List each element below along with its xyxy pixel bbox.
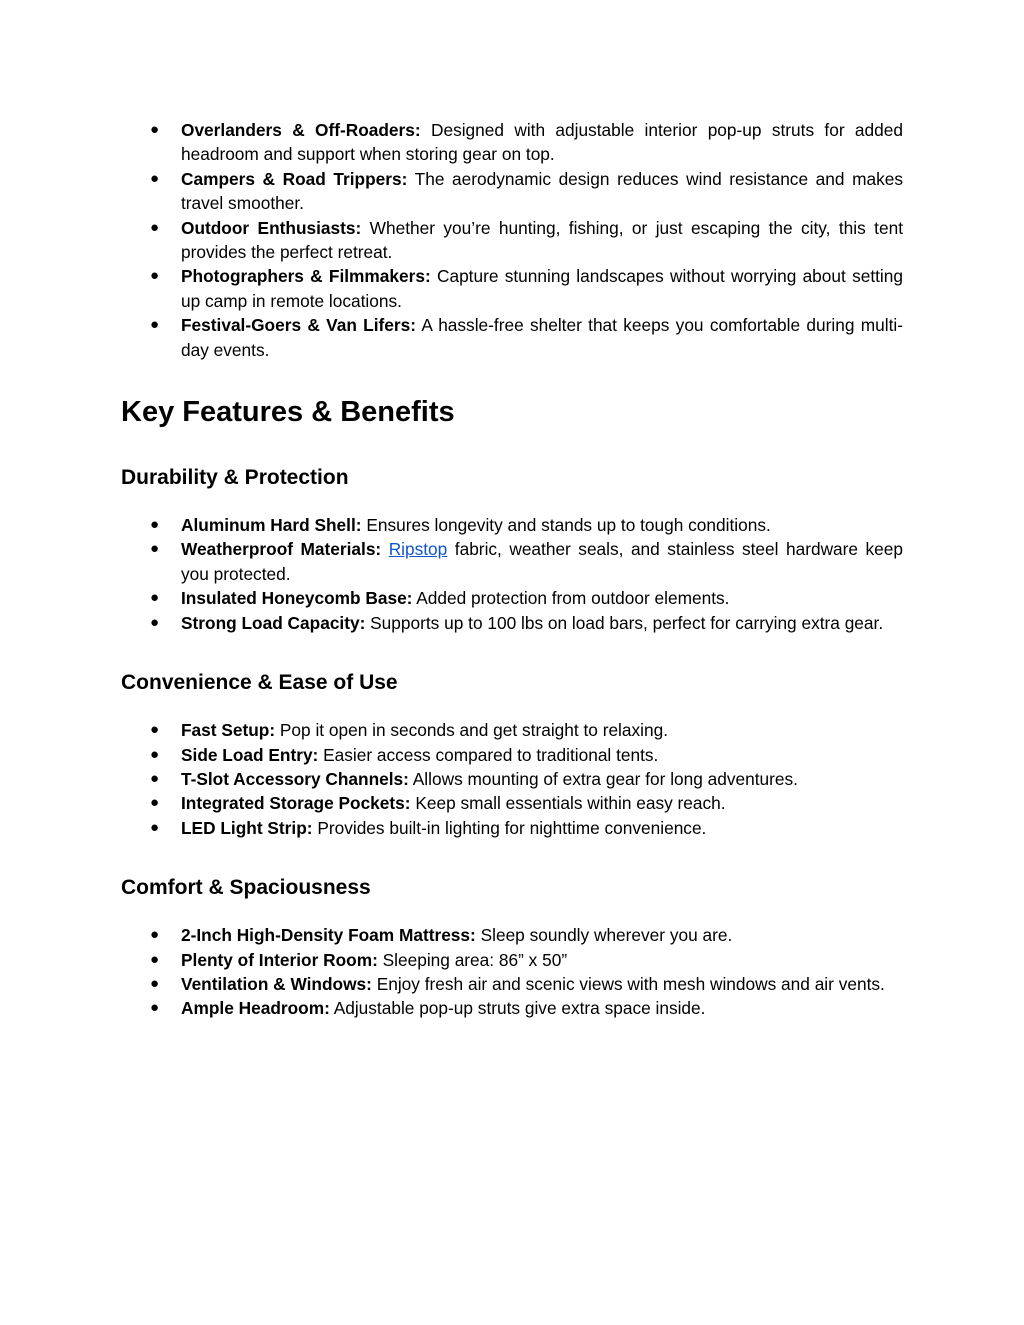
bullet-icon: ● <box>150 540 160 558</box>
bullet-icon: ● <box>150 745 160 763</box>
item-term: Insulated Honeycomb Base: <box>181 588 413 609</box>
list-item <box>121 586 903 610</box>
list-item <box>121 718 903 742</box>
list-item <box>121 948 903 972</box>
item-term: Aluminum Hard Shell: <box>181 515 362 536</box>
item-text: Provides built-in lighting for nighttime convenience. <box>312 817 707 838</box>
list-item <box>121 513 903 537</box>
item-text: Sleep soundly wherever you are. <box>475 925 733 946</box>
convenience-heading: Convenience & Ease of Use <box>121 671 398 695</box>
list-item <box>121 791 903 815</box>
list-item <box>121 767 903 791</box>
bullet-icon: ● <box>150 721 160 739</box>
item-term: Side Load Entry: <box>181 744 319 765</box>
item-term: T-Slot Accessory Channels: <box>181 768 409 789</box>
item-term: Weatherproof Materials: <box>181 539 382 560</box>
bullet-icon: ● <box>150 613 160 631</box>
list-item <box>121 313 903 362</box>
item-term: Plenty of Interior Room: <box>181 949 378 970</box>
item-term: Photographers & Filmmakers: <box>181 266 431 287</box>
list-item <box>121 996 903 1020</box>
item-term: Ample Headroom: <box>181 998 330 1019</box>
bullet-icon: ● <box>150 926 160 944</box>
bullet-icon: ● <box>150 950 160 968</box>
item-text: Keep small essentials within easy reach. <box>410 793 726 814</box>
convenience-list <box>121 718 903 840</box>
item-term: Campers & Road Trippers: <box>181 168 408 189</box>
item-term: Integrated Storage Pockets: <box>181 793 411 814</box>
item-term: LED Light Strip: <box>181 817 313 838</box>
list-item <box>121 923 903 947</box>
bullet-icon: ● <box>150 589 160 607</box>
comfort-list <box>121 923 903 1021</box>
item-text: Allows mounting of extra gear for long adventures. <box>408 768 798 789</box>
bullet-icon: ● <box>150 999 160 1017</box>
comfort-heading: Comfort & Spaciousness <box>121 876 371 900</box>
audience-list <box>121 118 903 362</box>
item-text: Whether you’re hunting, fishing, or just escaping the city, this tent provides the perfect retreat. <box>181 217 903 263</box>
item-text: fabric, weather seals, and stainless steel hardware keep you protected. <box>181 539 903 584</box>
item-text: The aerodynamic design reduces wind resistance and makes travel smoother. <box>181 168 903 214</box>
item-text: Designed with adjustable interior pop-up struts for added headroom and support when storing gear on top. <box>181 120 903 165</box>
item-text: Enjoy fresh air and scenic views with mesh windows and air vents. <box>371 973 885 994</box>
list-item <box>121 264 903 313</box>
list-item <box>121 167 903 216</box>
item-text: Sleeping area: 86” x 50” <box>377 949 568 970</box>
item-term: 2-Inch High-Density Foam Mattress: <box>181 925 476 946</box>
bullet-icon: ● <box>150 169 160 187</box>
item-term: Overlanders & Off-Roaders: <box>181 120 421 140</box>
list-item <box>121 216 903 265</box>
item-term: Outdoor Enthusiasts: <box>181 217 362 238</box>
item-text: A hassle-free shelter that keeps you comfortable during multi-day events. <box>181 315 903 360</box>
item-text: Adjustable pop-up struts give extra space inside. <box>329 998 706 1019</box>
bullet-icon: ● <box>150 121 160 138</box>
item-text: Easier access compared to traditional tents. <box>318 744 659 765</box>
item-text: Supports up to 100 lbs on load bars, perfect for carrying extra gear. <box>365 612 884 633</box>
item-text: Ensures longevity and stands up to tough conditions. <box>361 515 771 536</box>
list-item <box>121 118 903 167</box>
item-text: Pop it open in seconds and get straight to relaxing. <box>275 720 669 741</box>
item-text: Added protection from outdoor elements. <box>412 588 730 609</box>
item-term: Fast Setup: <box>181 720 276 741</box>
document-page <box>121 118 903 1021</box>
list-item <box>121 537 903 586</box>
list-item <box>121 743 903 767</box>
item-text: Capture stunning landscapes without worrying about setting up camp in remote locations. <box>181 266 903 311</box>
ripstop-link[interactable]: Ripstop <box>388 539 448 560</box>
item-term: Ventilation & Windows: <box>181 973 372 994</box>
item-text-before-link <box>381 539 389 559</box>
bullet-icon: ● <box>150 267 160 285</box>
durability-heading: Durability & Protection <box>121 466 349 490</box>
bullet-icon: ● <box>150 218 160 236</box>
item-term: Strong Load Capacity: <box>181 612 366 633</box>
list-item <box>121 611 903 635</box>
bullet-icon: ● <box>150 794 160 812</box>
durability-list <box>121 513 903 635</box>
bullet-icon: ● <box>150 316 160 334</box>
bullet-icon: ● <box>150 516 160 534</box>
list-item <box>121 972 903 996</box>
key-features-heading: Key Features & Benefits <box>121 396 455 429</box>
list-item <box>121 816 903 840</box>
bullet-icon: ● <box>150 974 160 992</box>
item-term: Festival-Goers & Van Lifers: <box>181 315 416 336</box>
bullet-icon: ● <box>150 818 160 836</box>
bullet-icon: ● <box>150 769 160 787</box>
